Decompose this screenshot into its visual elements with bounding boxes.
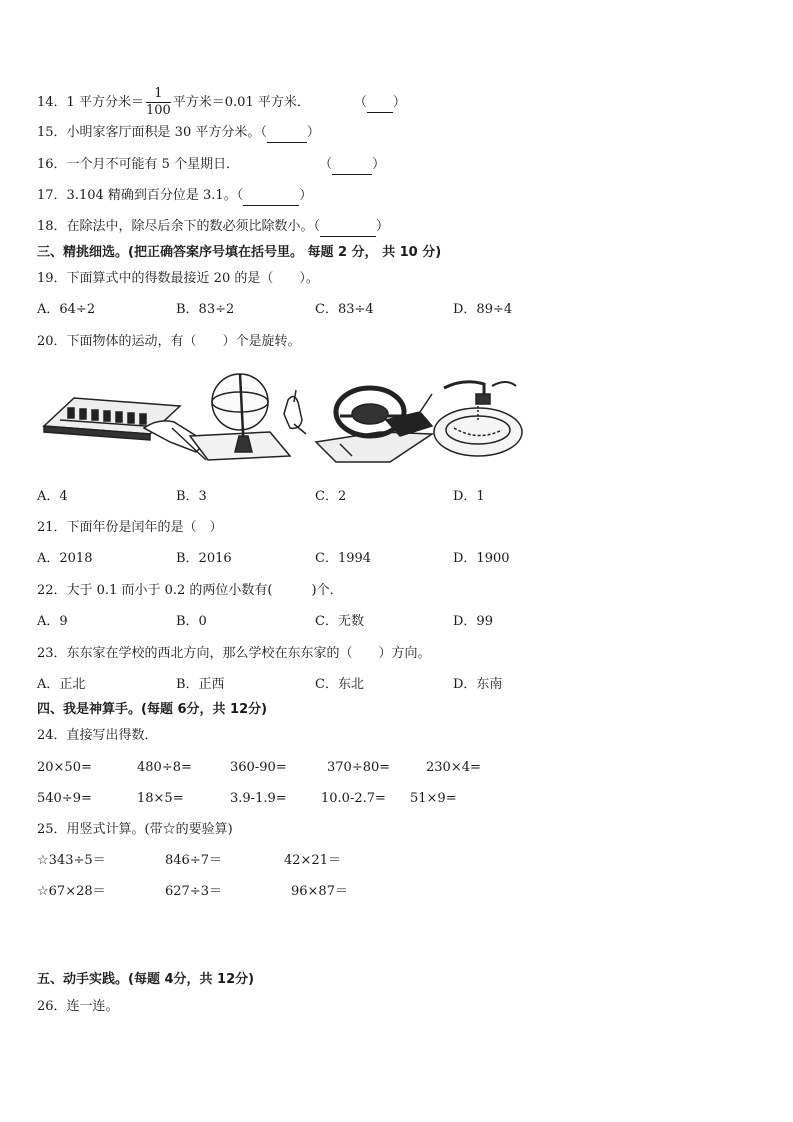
calc-item: 51×9= [410, 791, 457, 806]
paren-right: ） [372, 157, 386, 172]
option-c[interactable]: C．83÷4 [315, 302, 374, 317]
answer-blank[interactable] [367, 94, 393, 113]
option-c[interactable]: C．1994 [315, 551, 372, 566]
abacus-picture [44, 398, 206, 460]
section-heading: 四、我是神算手。(每题 6分，共 12分) [37, 702, 268, 717]
calc-item: 96×87＝ [291, 884, 348, 899]
calc-item: 627÷3＝ [165, 884, 222, 899]
steering-wheel-picture [316, 388, 432, 462]
option-d[interactable]: D．1 [453, 489, 485, 504]
question-22: 22．大于 0.1 而小于 0.2 的两位小数有( )个． [37, 583, 343, 598]
option-b[interactable]: B．2016 [176, 551, 232, 566]
question-21: 21．下面年份是闰年的是（ ） [37, 520, 223, 535]
question-17 [37, 187, 312, 206]
calc-item: 3.9-1.9= [230, 791, 287, 806]
paren-right: ） [306, 125, 320, 140]
option-c[interactable]: C．无数 [315, 614, 364, 629]
calc-item: 360-90= [230, 760, 287, 775]
calc-item: ☆67×28＝ [37, 884, 106, 899]
answer-blank[interactable] [267, 124, 307, 143]
calc-item: 20×50= [37, 760, 92, 775]
question-text: 1 平方分米＝ [66, 95, 144, 110]
fraction-denominator: 100 [145, 103, 171, 118]
option-b[interactable]: B．0 [176, 614, 207, 629]
option-b[interactable]: B．83÷2 [176, 302, 235, 317]
calc-item: 10.0-2.7= [321, 791, 386, 806]
calc-item: ☆343÷5＝ [37, 853, 106, 868]
answer-blank[interactable] [332, 156, 372, 175]
calc-item: 230×4= [426, 760, 481, 775]
fraction-numerator: 1 [146, 86, 171, 103]
paren-right: ） [376, 219, 390, 234]
calc-item: 480÷8= [137, 760, 192, 775]
option-a[interactable]: A．64÷2 [37, 302, 96, 317]
option-a[interactable]: A．2018 [37, 551, 93, 566]
question-24: 24．直接写出得数． [37, 728, 158, 743]
question-15 [37, 124, 320, 143]
motion-pictures [40, 372, 530, 468]
question-25: 25．用竖式计算。(带☆的要验算) [37, 822, 233, 837]
option-a[interactable]: A．4 [37, 489, 68, 504]
question-18 [37, 218, 389, 237]
paren-right: ） [392, 95, 406, 110]
question-20: 20．下面物体的运动，有（ ）个是旋转。 [37, 334, 301, 349]
question-text: 17．3.104 精确到百分位是 3.1。（ [37, 188, 244, 203]
section-heading: 三、精挑细选。(把正确答案序号填在括号里。 每题 2 分， 共 10 分) [37, 245, 442, 260]
fraction [146, 86, 171, 119]
calc-item: 846÷7＝ [165, 853, 222, 868]
question-text: 16．一个月不可能有 5 个星期日． [37, 157, 240, 172]
question-16 [37, 156, 385, 175]
option-d[interactable]: D．1900 [453, 551, 510, 566]
question-text: 平方米＝0.01 平方米． [172, 95, 310, 110]
question-19: 19．下面算式中的得数最接近 20 的是（ ）。 [37, 271, 319, 286]
question-text: 18．在除法中，除尽后余下的数必须比除数小。（ [37, 219, 321, 234]
question-14 [37, 86, 406, 119]
paren-left: （ [353, 95, 367, 110]
paren-right: ） [299, 188, 313, 203]
calc-item: 18×5= [137, 791, 184, 806]
answer-blank[interactable] [243, 187, 299, 206]
calc-item: 370÷80= [327, 760, 391, 775]
paren-left: （ [319, 157, 333, 172]
option-a[interactable]: A．正北 [37, 677, 86, 692]
option-d[interactable]: D．99 [453, 614, 493, 629]
option-d[interactable]: D．89÷4 [453, 302, 513, 317]
option-b[interactable]: B．正西 [176, 677, 225, 692]
answer-blank[interactable] [320, 218, 376, 237]
faucet-picture [434, 382, 522, 456]
option-c[interactable]: C．2 [315, 489, 347, 504]
section-heading: 五、动手实践。(每题 4分，共 12分) [37, 972, 255, 987]
question-text: 15．小明家客厅面积是 30 平方分米。（ [37, 125, 267, 140]
option-d[interactable]: D．东南 [453, 677, 503, 692]
option-c[interactable]: C．东北 [315, 677, 364, 692]
globe-picture [190, 374, 306, 460]
calc-item: 42×21＝ [284, 853, 341, 868]
calc-item: 540÷9= [37, 791, 92, 806]
question-number: 14． [37, 95, 67, 110]
question-26: 26．连一连。 [37, 999, 119, 1014]
question-23: 23．东东家在学校的西北方向，那么学校在东东家的（ ）方向。 [37, 646, 431, 661]
option-b[interactable]: B．3 [176, 489, 207, 504]
option-a[interactable]: A．9 [37, 614, 68, 629]
